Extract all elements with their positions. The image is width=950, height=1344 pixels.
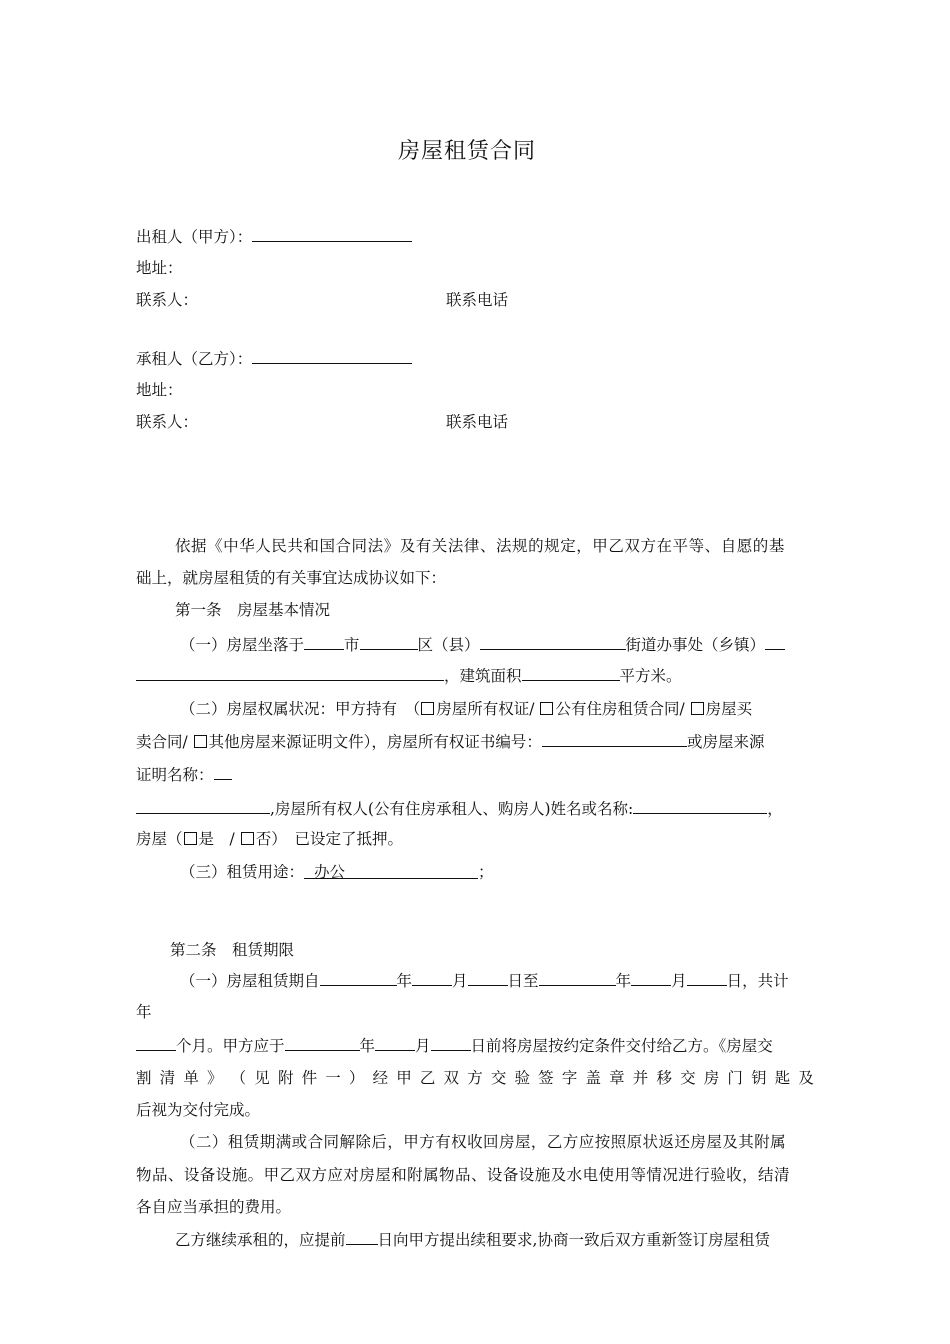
delivery-year-blank[interactable] bbox=[285, 1035, 360, 1051]
start-month-blank[interactable] bbox=[412, 970, 452, 986]
ownership-prefix: （二）房屋权属状况：甲方持有 （ bbox=[180, 700, 421, 718]
month-label: 月 bbox=[452, 972, 468, 990]
location-prefix: （一）房屋坐落于 bbox=[180, 636, 305, 654]
district-blank[interactable] bbox=[360, 634, 418, 650]
lessor-line bbox=[136, 226, 412, 247]
lessor-address-label: 地址： bbox=[136, 259, 183, 277]
article-2-item-1-line-3 bbox=[136, 1035, 773, 1056]
option-other-documents: 其他房屋来源证明文件），房屋所有权证书编号： bbox=[208, 733, 542, 751]
article-2-item-2-line-2: 物品、设备设施。甲乙双方应对房屋和附属物品、设备设施及水电使用等情况进行验收，结清 bbox=[136, 1166, 790, 1184]
renewal-prefix: 乙方继续承租的，应提前 bbox=[175, 1231, 346, 1249]
owner-name-label: ,房屋所有权人(公有住房承租人、购房人)姓名或名称: bbox=[270, 800, 634, 818]
article-1-item-2-line-4 bbox=[136, 798, 783, 819]
month-label: 月 bbox=[415, 1037, 431, 1055]
end-month-blank[interactable] bbox=[631, 970, 671, 986]
option-property-certificate: 房屋所有权证/ bbox=[436, 700, 535, 718]
year-label: 年 bbox=[396, 972, 413, 990]
certificate-number-blank[interactable] bbox=[542, 731, 687, 747]
term-prefix: （一）房屋租赁期自 bbox=[180, 972, 320, 990]
source-name-label: 证明名称： bbox=[136, 766, 214, 784]
source-name-blank-continued[interactable] bbox=[136, 798, 270, 814]
day-to-label: 日至 bbox=[507, 972, 539, 990]
preamble-line-2: 础上，就房屋租赁的有关事宜达成协议如下： bbox=[136, 569, 447, 587]
location-blank-continued[interactable] bbox=[136, 665, 444, 681]
article-2-heading: 第二条 租赁期限 bbox=[170, 941, 295, 959]
usage-label: （三）租赁用途： bbox=[180, 863, 305, 881]
document-title: 房屋租赁合同 bbox=[398, 139, 537, 164]
town-blank[interactable] bbox=[765, 634, 785, 650]
street-blank[interactable] bbox=[480, 634, 626, 650]
year-label: 年 bbox=[359, 1037, 376, 1055]
end-year-blank[interactable] bbox=[539, 970, 616, 986]
option-public-housing: 公有住房租赁合同/ bbox=[555, 700, 685, 718]
checkbox-property-certificate[interactable] bbox=[421, 702, 434, 715]
owner-comma: ， bbox=[767, 800, 783, 818]
city-label: 市 bbox=[344, 636, 360, 654]
lessor-label: 出租人（甲方）： bbox=[136, 228, 253, 246]
area-blank[interactable] bbox=[522, 665, 620, 681]
article-2-item-2-line-3: 各自应当承担的费用。 bbox=[136, 1198, 292, 1216]
sqm-label: 平方米。 bbox=[619, 667, 682, 685]
usage-end: ； bbox=[478, 863, 494, 881]
article-2-item-1-line-5: 后视为交付完成。 bbox=[136, 1101, 261, 1119]
lessee-line bbox=[136, 348, 412, 369]
usage-value: 办公 bbox=[314, 863, 346, 881]
lessee-phone-label: 联系电话 bbox=[446, 413, 509, 431]
option-mortgage-no: 否） 已设定了抵押。 bbox=[255, 830, 403, 848]
article-1-item-1-line-2 bbox=[136, 665, 682, 686]
checkbox-purchase-contract[interactable] bbox=[691, 702, 704, 715]
lessee-contact-label: 联系人： bbox=[136, 413, 199, 431]
article-2-item-1-line-2: 年 bbox=[136, 1003, 152, 1021]
delivery-prefix: 个月。甲方应于 bbox=[176, 1037, 285, 1055]
article-1-item-2-line-5 bbox=[136, 829, 403, 849]
option-purchase-contract-end: 卖合同/ bbox=[136, 733, 188, 751]
subdistrict-label: 街道办事处（乡镇） bbox=[625, 636, 766, 654]
end-day-blank[interactable] bbox=[687, 970, 727, 986]
lessor-contact-label: 联系人： bbox=[136, 291, 199, 309]
lessor-name-blank[interactable] bbox=[252, 226, 412, 242]
term-months-blank[interactable] bbox=[136, 1035, 176, 1051]
area-label: ，建筑面积 bbox=[444, 667, 522, 685]
checkbox-public-housing[interactable] bbox=[540, 702, 553, 715]
preamble-line-1: 依据《中华人民共和国合同法》及有关法律、法规的规定，甲乙双方在平等、自愿的基 bbox=[175, 537, 785, 555]
option-purchase-contract: 房屋买 bbox=[705, 700, 753, 718]
start-day-blank[interactable] bbox=[468, 970, 508, 986]
article-1-item-1-line-1 bbox=[180, 634, 785, 655]
article-2-item-1-line-4: 割 清 单 》 （ 见 附 件 一 ） 经 甲 乙 双 方 交 验 签 字 盖 章 并 移 交 房 门 钥 匙 及 bbox=[136, 1069, 814, 1087]
article-2-item-2-line-1: （二）租赁期满或合同解除后，甲方有权收回房屋，乙方应按照原状返还房屋及其附属 bbox=[180, 1133, 787, 1151]
city-blank[interactable] bbox=[304, 634, 344, 650]
delivery-text: 日前将房屋按约定条件交付给乙方。《房屋交 bbox=[470, 1037, 773, 1055]
delivery-day-blank[interactable] bbox=[431, 1035, 471, 1051]
checkbox-mortgage-no[interactable] bbox=[241, 832, 254, 845]
lessee-address-label: 地址： bbox=[136, 381, 183, 399]
source-label: 或房屋来源 bbox=[686, 733, 765, 751]
delivery-month-blank[interactable] bbox=[375, 1035, 415, 1051]
usage-value-field[interactable] bbox=[304, 862, 478, 879]
day-total-label: 日，共计 bbox=[726, 972, 789, 990]
option-mortgage-yes: 是 / bbox=[198, 830, 235, 848]
lessee-label: 承租人（乙方）： bbox=[136, 350, 253, 368]
start-year-blank[interactable] bbox=[320, 970, 397, 986]
year-label: 年 bbox=[615, 972, 632, 990]
lessee-name-blank[interactable] bbox=[252, 348, 412, 364]
article-1-item-2-line-2 bbox=[136, 731, 764, 752]
renewal-days-blank[interactable] bbox=[346, 1229, 378, 1245]
article-1-item-2-line-3 bbox=[136, 764, 232, 785]
month-label: 月 bbox=[671, 972, 687, 990]
checkbox-other-documents[interactable] bbox=[194, 735, 207, 748]
district-label: 区（县） bbox=[417, 636, 480, 654]
lessor-phone-label: 联系电话 bbox=[446, 291, 509, 309]
mortgage-prefix: 房屋（ bbox=[136, 830, 183, 848]
article-1-heading: 第一条 房屋基本情况 bbox=[175, 601, 331, 619]
article-2-item-1-line-1 bbox=[180, 970, 789, 991]
article-1-item-2-line-1 bbox=[180, 699, 752, 719]
source-name-blank[interactable] bbox=[214, 764, 232, 780]
article-2-renewal bbox=[175, 1229, 770, 1250]
article-1-item-3 bbox=[180, 862, 494, 882]
owner-name-blank[interactable] bbox=[633, 798, 767, 814]
renewal-text: 日向甲方提出续租要求,协商一致后双方重新签订房屋租赁 bbox=[377, 1231, 770, 1249]
checkbox-mortgage-yes[interactable] bbox=[184, 832, 197, 845]
